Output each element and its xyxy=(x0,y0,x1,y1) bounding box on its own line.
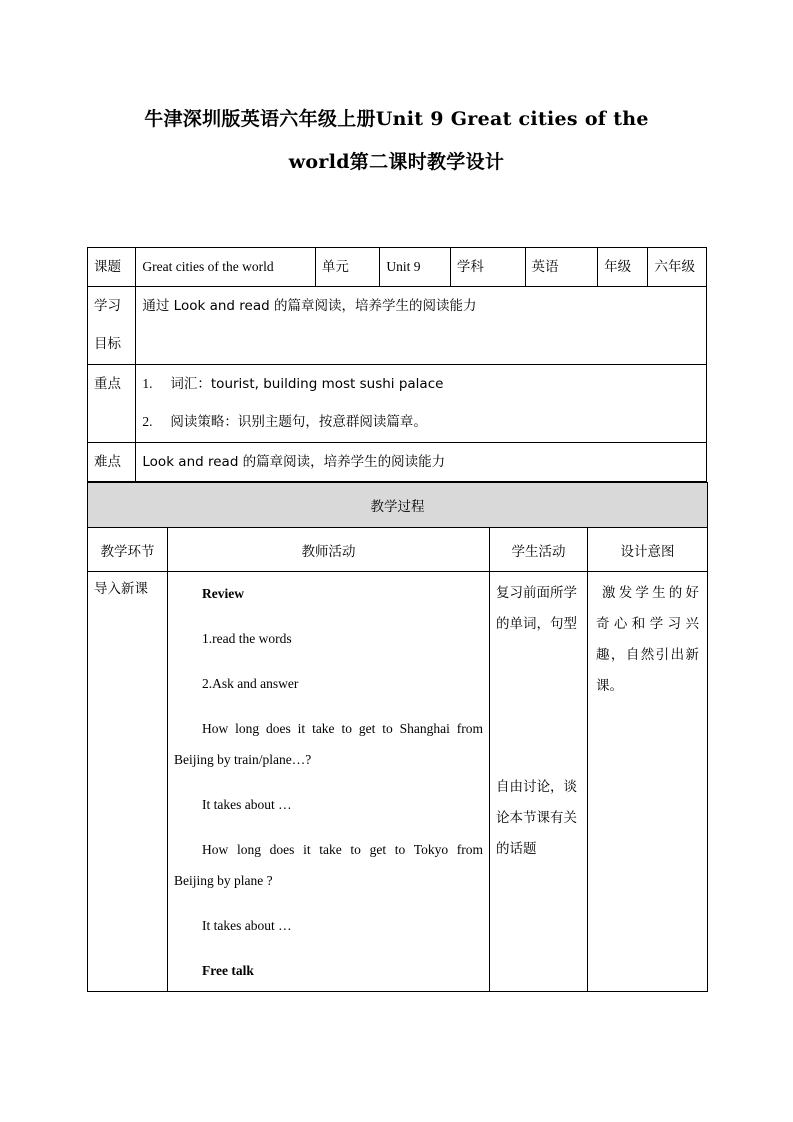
intent-line-3: 趣，自然引出新 xyxy=(596,647,699,663)
col-teacher: 教师活动 xyxy=(168,528,490,572)
info-table xyxy=(87,247,707,482)
goal-label-line1: 学习 xyxy=(94,298,121,314)
teacher-activity xyxy=(168,572,490,992)
intent-line-1: 激发学生的好 xyxy=(602,585,699,601)
topic-value: Great cities of the world xyxy=(136,248,315,287)
focus-item-2 xyxy=(142,403,700,441)
difficulty-label: 难点 xyxy=(88,443,136,482)
goal-value: 通过 Look and read 的篇章阅读，培养学生的阅读能力 xyxy=(136,287,707,365)
teacher-line-a1: It takes about … xyxy=(202,797,292,812)
intent-line-4: 课。 xyxy=(596,678,623,694)
teacher-line-review: Review xyxy=(202,586,244,601)
teacher-line-free-talk: Free talk xyxy=(202,963,254,978)
student-line-2a: 自由讨论，谈 xyxy=(496,779,577,795)
student-line-1b: 的单词，句型 xyxy=(496,616,577,632)
col-student: 学生活动 xyxy=(490,528,588,572)
subject-value: 英语 xyxy=(525,248,598,287)
design-intent xyxy=(588,572,708,992)
focus-label: 重点 xyxy=(88,365,136,443)
document-title-line2: world第二课时教学设计 xyxy=(288,151,505,173)
student-line-2b: 论本节课有关 xyxy=(496,810,577,826)
focus-value xyxy=(136,365,707,443)
process-table xyxy=(87,482,708,992)
teacher-line-ask-answer: 2.Ask and answer xyxy=(202,676,299,691)
focus-item-1 xyxy=(142,365,700,403)
teacher-line-read-words: 1.read the words xyxy=(202,631,292,646)
stage-cell: 导入新课 xyxy=(88,572,168,992)
focus-item-1-text: 词汇：tourist, building most sushi palace xyxy=(170,376,444,392)
teacher-line-a2: It takes about … xyxy=(202,918,292,933)
process-header: 教学过程 xyxy=(88,483,708,528)
intent-line-2: 奇心和学习兴 xyxy=(596,616,699,632)
teacher-line-q2b: Beijing by plane ? xyxy=(174,873,273,888)
student-line-1a: 复习前面所学 xyxy=(496,585,577,601)
focus-item-1-num: 1. xyxy=(142,376,153,391)
grade-value: 六年级 xyxy=(648,248,707,287)
teacher-line-q1a: How long does it take to get to Shanghai from xyxy=(202,721,483,736)
document-title-line1: 牛津深圳版英语六年级上册Unit 9 Great cities of the xyxy=(144,108,649,130)
grade-label: 年级 xyxy=(598,248,648,287)
goal-label-line2: 目标 xyxy=(94,336,121,352)
focus-item-2-text: 阅读策略：识别主题句，按意群阅读篇章。 xyxy=(170,414,427,430)
goal-label xyxy=(88,287,136,365)
unit-label: 单元 xyxy=(315,248,380,287)
col-stage: 教学环节 xyxy=(88,528,168,572)
focus-item-2-num: 2. xyxy=(142,414,153,429)
difficulty-value: Look and read 的篇章阅读，培养学生的阅读能力 xyxy=(136,443,707,482)
teacher-line-q1b: Beijing by train/plane…? xyxy=(174,752,312,767)
teacher-line-q2a: How long does it take to get to Tokyo from xyxy=(202,842,483,857)
unit-value: Unit 9 xyxy=(380,248,451,287)
col-intent: 设计意图 xyxy=(588,528,708,572)
topic-label: 课题 xyxy=(88,248,136,287)
student-activity xyxy=(490,572,588,992)
student-line-2c: 的话题 xyxy=(496,841,537,857)
subject-label: 学科 xyxy=(450,248,525,287)
